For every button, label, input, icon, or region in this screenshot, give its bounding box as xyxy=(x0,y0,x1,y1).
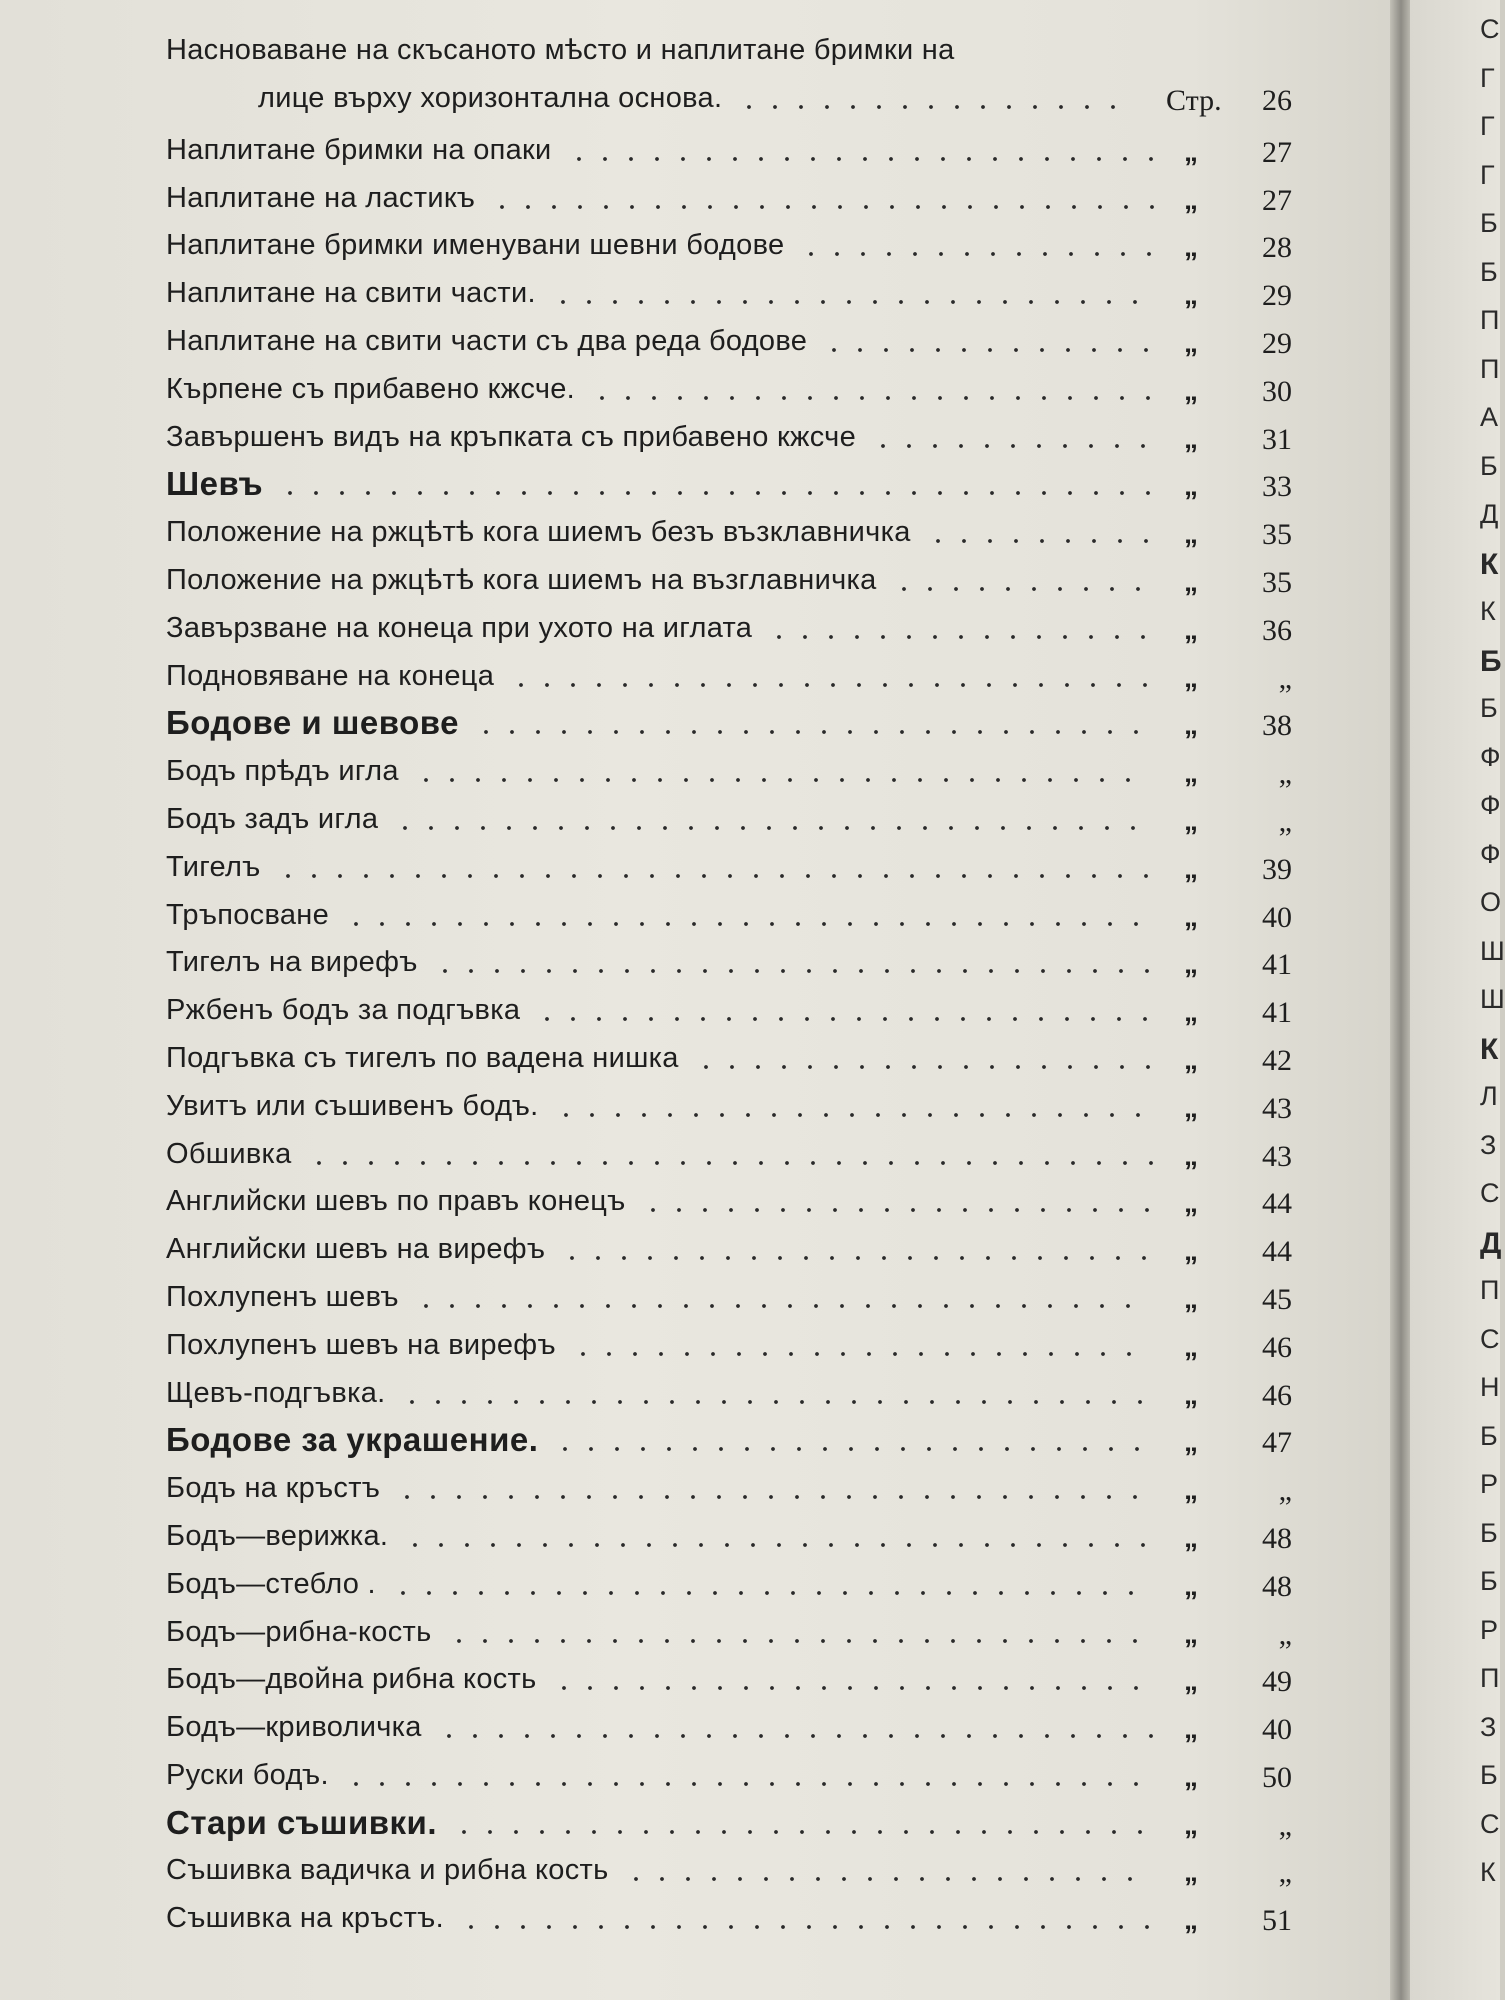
ditto-mark: „ xyxy=(1184,1760,1198,1792)
entry-title: Английски шевъ по правъ конецъ xyxy=(166,1185,626,1218)
dot-leader xyxy=(275,873,1159,879)
next-page-letter: О xyxy=(1480,887,1502,917)
entry-title: Завършенъ видъ на кръпката съ прибавено кжсче xyxy=(166,420,857,453)
page-number: „ xyxy=(1278,1856,1292,1890)
dot-leader xyxy=(508,682,1158,688)
ditto-mark: „ xyxy=(1184,996,1198,1028)
toc-entry xyxy=(166,558,1296,606)
ditto-mark: „ xyxy=(1184,900,1198,932)
entry-title: Подгъвка съ тигелъ по вадена нишка xyxy=(166,1041,679,1074)
dot-leader xyxy=(277,490,1161,496)
ditto-mark: „ xyxy=(1184,1426,1198,1458)
next-page-letter: Г xyxy=(1480,62,1495,93)
next-page-letter: Б xyxy=(1480,1566,1498,1596)
entry-title: Бодъ на кръстъ xyxy=(166,1472,381,1505)
page-number: „ xyxy=(1278,1808,1292,1842)
ditto-mark: „ xyxy=(1184,613,1198,645)
page-number: 35 xyxy=(1262,565,1292,599)
next-page-letter: Д xyxy=(1480,1226,1502,1260)
toc-entry xyxy=(166,223,1296,271)
ditto-mark: „ xyxy=(1184,1904,1198,1936)
dot-leader xyxy=(553,1112,1151,1118)
ditto-mark: „ xyxy=(1184,757,1198,789)
toc-entry xyxy=(166,1514,1296,1562)
dot-leader xyxy=(550,299,1148,305)
page-number: 30 xyxy=(1262,374,1292,408)
ditto-mark: „ xyxy=(1184,1569,1198,1601)
toc-section-heading xyxy=(166,1801,1296,1849)
page-number: 35 xyxy=(1262,518,1292,552)
toc-entry xyxy=(166,988,1296,1036)
ditto-mark: „ xyxy=(1184,279,1198,311)
ditto-mark: „ xyxy=(1184,326,1198,358)
next-page-letter: К xyxy=(1480,596,1496,626)
ditto-mark: „ xyxy=(1184,948,1198,980)
page-number: 27 xyxy=(1262,135,1292,169)
next-page-letter: Б xyxy=(1480,1760,1498,1790)
ditto-mark: „ xyxy=(1184,804,1198,836)
toc-entry xyxy=(166,510,1296,558)
dot-leader xyxy=(343,1781,1149,1787)
ditto-mark: „ xyxy=(1184,231,1198,263)
ditto-mark: „ xyxy=(1184,1139,1198,1171)
dot-leader xyxy=(821,347,1159,353)
dot-leader xyxy=(306,1160,1164,1166)
dot-leader xyxy=(551,1685,1149,1691)
dot-leader xyxy=(451,1829,1153,1835)
entry-title: Положение на ржцѣтѣ кога шиемъ безъ възклавничка xyxy=(166,516,911,549)
book-spine-fold xyxy=(1390,0,1410,2000)
dot-leader xyxy=(446,1638,1148,1644)
next-page-letter: Ш xyxy=(1480,984,1505,1014)
toc-entry xyxy=(166,1132,1296,1180)
dot-leader xyxy=(436,1733,1164,1739)
toc-entry xyxy=(166,128,1296,176)
entry-title: Наплитане на свити части. xyxy=(166,277,536,310)
page-number: „ xyxy=(1278,804,1292,838)
toc-entry xyxy=(166,654,1296,702)
toc-entry xyxy=(166,1179,1296,1227)
toc-entry xyxy=(166,1610,1296,1658)
section-title: Бодове и шевове xyxy=(166,704,459,742)
next-page-letter: Ш xyxy=(1480,935,1505,966)
ditto-mark: „ xyxy=(1184,1378,1198,1410)
ditto-mark: „ xyxy=(1184,1856,1198,1888)
page-abbrev-label: Стр. xyxy=(1166,83,1222,117)
page-number: 39 xyxy=(1262,852,1292,886)
entry-title: Наплитане на свити части съ два реда бодове xyxy=(166,324,808,357)
dot-leader xyxy=(566,156,1164,162)
next-page-letter: З xyxy=(1480,1129,1497,1160)
toc-entry xyxy=(166,1657,1296,1705)
toc-entry xyxy=(166,1562,1296,1610)
next-page-letter: Ф xyxy=(1480,838,1501,869)
ditto-mark: „ xyxy=(1184,470,1198,502)
dot-leader xyxy=(399,1399,1153,1405)
page-number: 29 xyxy=(1262,326,1292,360)
next-page-letter: А xyxy=(1480,402,1499,432)
page-number: 42 xyxy=(1262,1043,1292,1077)
next-page-letter: Л xyxy=(1480,1081,1498,1111)
page-number: 45 xyxy=(1262,1282,1292,1316)
page-number: 48 xyxy=(1262,1521,1292,1555)
dot-leader xyxy=(413,1303,1141,1309)
next-page-letter: С xyxy=(1480,1808,1500,1839)
section-title: Стари съшивки. xyxy=(166,1803,437,1841)
page-number: 40 xyxy=(1262,900,1292,934)
entry-title: Похлупенъ шевъ на вирефъ xyxy=(166,1328,556,1361)
dot-leader xyxy=(394,1494,1148,1500)
toc-entry xyxy=(166,797,1296,845)
next-page-letter: С xyxy=(1480,1323,1500,1354)
toc-entry xyxy=(166,1227,1296,1275)
next-page-letter: Г xyxy=(1480,111,1495,141)
ditto-mark: „ xyxy=(1184,709,1198,741)
page-number: 31 xyxy=(1262,422,1292,456)
page-number: 43 xyxy=(1262,1091,1292,1125)
next-page-letter: Р xyxy=(1480,1614,1499,1645)
table-of-contents xyxy=(166,28,1296,1944)
entry-title: Руски бодъ. xyxy=(166,1758,329,1791)
next-page-letter: Н xyxy=(1480,1372,1500,1402)
ditto-mark: „ xyxy=(1184,1282,1198,1314)
page-number: 29 xyxy=(1262,279,1292,313)
page-number: 41 xyxy=(1262,948,1292,982)
next-page-letter: Ф xyxy=(1480,790,1501,820)
entry-title: Тръпосване xyxy=(166,898,330,931)
toc-entry xyxy=(166,367,1296,415)
page-number: 46 xyxy=(1262,1378,1292,1412)
entry-title: Бодъ—двойна рибна кость xyxy=(166,1663,537,1696)
dot-leader xyxy=(570,1351,1142,1357)
next-page-letter: П xyxy=(1480,305,1500,335)
ditto-mark: „ xyxy=(1184,1617,1198,1649)
entry-title: Наплитане бримки на опаки xyxy=(166,133,552,166)
dot-leader xyxy=(640,1207,1160,1213)
ditto-mark: „ xyxy=(1184,1474,1198,1506)
ditto-mark: „ xyxy=(1184,1235,1198,1267)
ditto-mark: „ xyxy=(1184,1091,1198,1123)
ditto-mark: „ xyxy=(1184,1043,1198,1075)
next-page-letter: Б xyxy=(1480,693,1498,723)
page-number: 40 xyxy=(1262,1713,1292,1747)
entry-title: Положение на ржцѣтѣ кога шиемъ на възглавничка xyxy=(166,563,877,596)
dot-leader xyxy=(736,104,1126,110)
next-page-letter: К xyxy=(1480,547,1499,581)
next-page-letter: Б xyxy=(1480,1517,1498,1548)
entry-title: Бодъ прѣдъ игла xyxy=(166,755,399,788)
ditto-mark: „ xyxy=(1184,183,1198,215)
page-number: 48 xyxy=(1262,1569,1292,1603)
dot-leader xyxy=(402,1542,1156,1548)
page-number: 26 xyxy=(1262,83,1292,117)
dot-leader xyxy=(534,1016,1158,1022)
toc-section-heading xyxy=(166,1418,1296,1466)
page-number: 28 xyxy=(1262,231,1292,265)
next-page-letter: К xyxy=(1480,1857,1496,1887)
ditto-mark: „ xyxy=(1184,1713,1198,1745)
toc-entry xyxy=(166,176,1296,224)
page-number: 27 xyxy=(1262,183,1292,217)
toc-entry xyxy=(166,893,1296,941)
next-page-letter: Б xyxy=(1480,644,1502,678)
page-number: „ xyxy=(1278,1617,1292,1651)
page-number: „ xyxy=(1278,757,1292,791)
dot-leader xyxy=(870,443,1156,449)
dot-leader xyxy=(432,968,1160,974)
page-number: „ xyxy=(1278,661,1292,695)
ditto-mark: „ xyxy=(1184,565,1198,597)
entry-title: Обшивка xyxy=(166,1137,292,1170)
section-title: Шевъ xyxy=(166,465,264,503)
toc-entry xyxy=(166,271,1296,319)
dot-leader xyxy=(552,1446,1150,1452)
dot-leader xyxy=(390,1590,1144,1596)
entry-title: Тигелъ на вирефъ xyxy=(166,946,418,979)
toc-entry xyxy=(166,1896,1296,1944)
next-page-letter: Ф xyxy=(1480,741,1501,772)
toc-entry xyxy=(166,1323,1296,1371)
entry-title: Насноваване на скъсаното мѣсто и наплитане бримки на xyxy=(166,34,955,66)
page-number: 44 xyxy=(1262,1235,1292,1269)
next-page-letter: Б xyxy=(1480,1420,1498,1451)
toc-entry xyxy=(166,749,1296,797)
toc-entry xyxy=(166,76,1296,128)
next-page-letter: З xyxy=(1480,1711,1497,1742)
dot-leader xyxy=(559,1255,1157,1261)
next-page-letter: Б xyxy=(1480,450,1498,481)
toc-entry xyxy=(166,1848,1296,1896)
toc-entry xyxy=(166,415,1296,463)
page-number: 47 xyxy=(1262,1426,1292,1460)
page-number: 44 xyxy=(1262,1187,1292,1221)
toc-entry xyxy=(166,1466,1296,1514)
next-page-letter: С xyxy=(1480,14,1500,44)
adjacent-page-edge xyxy=(1410,0,1505,2000)
toc-section-heading xyxy=(166,701,1296,749)
dot-leader xyxy=(343,921,1149,927)
next-page-letter: Д xyxy=(1480,499,1499,529)
page-number: 38 xyxy=(1262,709,1292,743)
page-number: 33 xyxy=(1262,470,1292,504)
ditto-mark: „ xyxy=(1184,1521,1198,1553)
toc-entry xyxy=(166,1036,1296,1084)
entry-title: Наплитане бримки именувани шевни бодове xyxy=(166,229,785,262)
entry-title: Бодъ—криволичка xyxy=(166,1711,422,1744)
page-number: „ xyxy=(1278,1474,1292,1508)
entry-title: Английски шевъ на вирефъ xyxy=(166,1233,546,1266)
dot-leader xyxy=(925,538,1159,544)
entry-title: Съшивка на кръстъ. xyxy=(166,1902,444,1935)
dot-leader xyxy=(623,1876,1143,1882)
dot-leader xyxy=(458,1924,1160,1930)
entry-title: Щевъ-подгъвка. xyxy=(166,1376,386,1409)
page-number: 41 xyxy=(1262,996,1292,1030)
ditto-mark: „ xyxy=(1184,135,1198,167)
next-page-letter: С xyxy=(1480,1178,1500,1208)
toc-entry xyxy=(166,28,1296,76)
dot-leader xyxy=(693,1064,1161,1070)
toc-entry xyxy=(166,319,1296,367)
ditto-mark: „ xyxy=(1184,422,1198,454)
entry-title: Подновяване на конеца xyxy=(166,659,495,692)
ditto-mark: „ xyxy=(1184,1808,1198,1840)
entry-title: Ржбенъ бодъ за подгъвка xyxy=(166,994,521,1027)
dot-leader xyxy=(392,825,1146,831)
dot-leader xyxy=(589,395,1161,401)
next-page-letter: Г xyxy=(1480,159,1495,190)
toc-entry xyxy=(166,1084,1296,1132)
ditto-mark: „ xyxy=(1184,852,1198,884)
entry-title: Бодъ—стебло . xyxy=(166,1567,376,1600)
entry-title: Увитъ или съшивенъ бодъ. xyxy=(166,1089,539,1122)
next-page-letter: П xyxy=(1480,353,1500,384)
next-page-letter: П xyxy=(1480,1275,1500,1305)
page-number: 51 xyxy=(1262,1904,1292,1938)
entry-title: Бодъ—рибна-кость xyxy=(166,1615,432,1648)
next-page-letter: П xyxy=(1480,1663,1500,1693)
dot-leader xyxy=(891,586,1151,592)
entry-title: Кърпене съ прибавено кжсче. xyxy=(166,372,576,405)
dot-leader xyxy=(798,251,1162,257)
entry-title: Тигелъ xyxy=(166,850,261,883)
toc-section-heading xyxy=(166,462,1296,510)
entry-title: Бодъ—верижка. xyxy=(166,1519,389,1552)
ditto-mark: „ xyxy=(1184,1665,1198,1697)
next-page-letter: Р xyxy=(1480,1469,1499,1499)
toc-entry xyxy=(166,1275,1296,1323)
page-number: 36 xyxy=(1262,613,1292,647)
dot-leader xyxy=(766,634,1156,640)
ditto-mark: „ xyxy=(1184,1330,1198,1362)
entry-title: Бодъ задъ игла xyxy=(166,802,379,835)
ditto-mark: „ xyxy=(1184,374,1198,406)
next-page-letter: Б xyxy=(1480,208,1498,238)
entry-title: Наплитане на ластикъ xyxy=(166,181,476,214)
page-number: 43 xyxy=(1262,1139,1292,1173)
ditto-mark: „ xyxy=(1184,518,1198,550)
toc-entry xyxy=(166,845,1296,893)
toc-entry xyxy=(166,940,1296,988)
dot-leader xyxy=(489,204,1165,210)
page-number: 49 xyxy=(1262,1665,1292,1699)
dot-leader xyxy=(473,729,1149,735)
toc-entry xyxy=(166,1705,1296,1753)
next-page-letter: Б xyxy=(1480,256,1498,287)
page-number: 46 xyxy=(1262,1330,1292,1364)
section-title: Бодове за украшение. xyxy=(166,1421,539,1459)
page-number: 50 xyxy=(1262,1760,1292,1794)
ditto-mark: „ xyxy=(1184,1187,1198,1219)
entry-title: Завързване на конеца при ухото на иглата xyxy=(166,611,753,644)
entry-title: Похлупенъ шевъ xyxy=(166,1280,399,1313)
toc-entry xyxy=(166,1371,1296,1419)
entry-title: Съшивка вадичка и рибна кость xyxy=(166,1854,609,1887)
ditto-mark: „ xyxy=(1184,661,1198,693)
toc-entry xyxy=(166,1753,1296,1801)
dot-leader xyxy=(413,777,1141,783)
toc-entry xyxy=(166,606,1296,654)
next-page-letter: К xyxy=(1480,1032,1499,1066)
entry-title: лице върху хоризонтална основа. xyxy=(258,81,723,114)
